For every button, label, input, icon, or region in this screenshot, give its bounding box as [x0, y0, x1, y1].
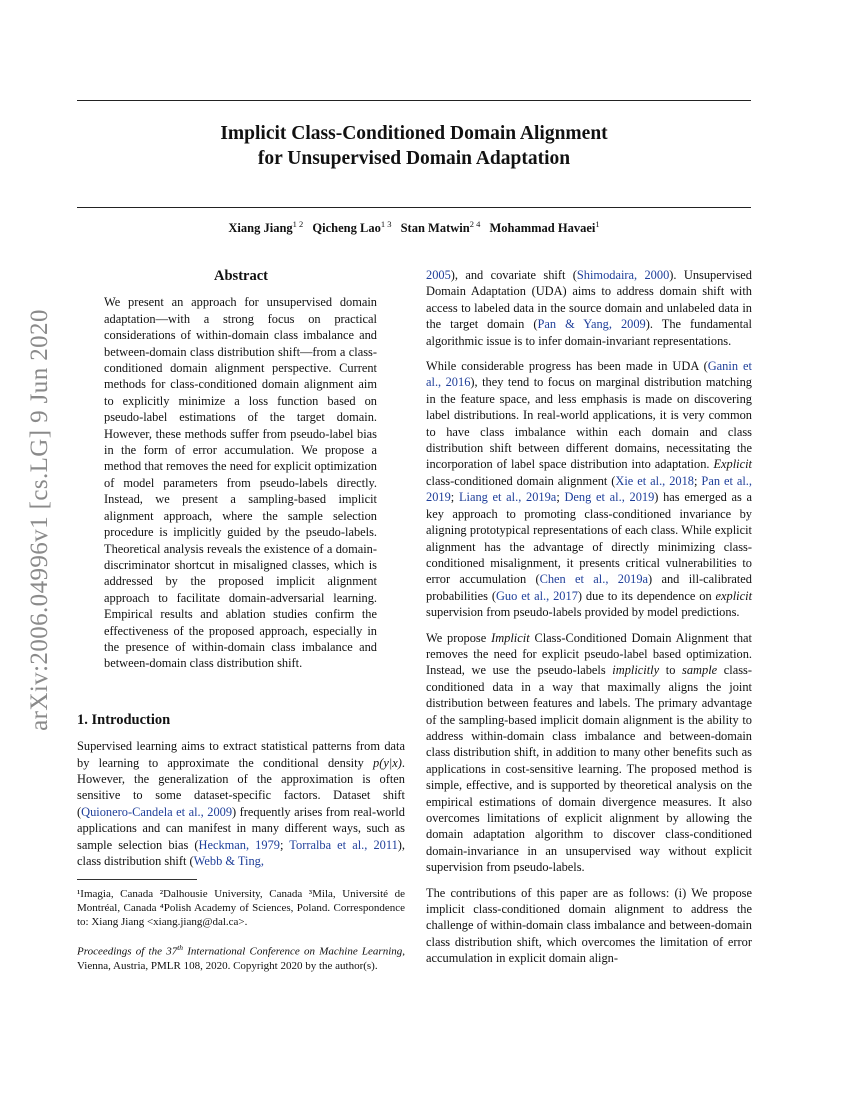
body-text: to	[659, 663, 683, 678]
arxiv-id: arXiv:2006.04996v1 [cs.LG] 9 Jun 2020	[26, 309, 53, 731]
citation-link[interactable]: Pan & Yang, 2009	[537, 317, 646, 332]
citation-link[interactable]: Guo et al., 2017	[495, 588, 578, 603]
author-2: Qicheng Lao$^{1 3}$	[312, 219, 392, 236]
right-paragraph-1	[426, 267, 752, 349]
title-bottom-rule	[77, 207, 751, 208]
emphasis-text: explicit	[715, 588, 753, 603]
emphasis-text: implicitly	[612, 663, 660, 678]
title-top-rule	[77, 100, 751, 101]
title-line-1: Implicit Class-Conditioned Domain Alignment	[220, 123, 608, 144]
author-1: Xiang Jiang$^{1 2}$	[228, 219, 304, 236]
right-paragraph-4	[426, 885, 752, 967]
body-text: ). The fundamental algorithmic issue is to infer domain-invariant representations.	[426, 317, 752, 348]
intro-paragraph: Supervised learning aims to extract statistical patterns from data by learning to approximate the conditional density p(y|x). However, the generalization of the approximation is often sensitive to some dataset-specific factors. Dataset shift (Quionero-Candela et al., 2009) frequently arises from real-world applications and can manifest in many different ways, such as sample selection bias (Heckman, 1979; Torralba et al., 2011), class distribution shift (Webb & Ting,	[77, 739, 406, 868]
author-list	[77, 219, 751, 236]
body-text: ;	[694, 473, 702, 488]
footnote-affiliations: ¹Imagia, Canada ²Dalhousie University, Canada ³Mila, Université de Montréal, Canada ⁴Polish Academy of Sciences, Poland. Correspondence to: Xiang Jiang <xiang.jiang@dal.ca>.	[77, 888, 405, 929]
citation-link[interactable]: Heckman, 1979	[198, 837, 280, 852]
citation-link[interactable]: Webb & Ting,	[193, 854, 264, 868]
body-text: ;	[556, 490, 565, 505]
citation-link[interactable]: Ganin et al., 2016	[426, 359, 752, 390]
citation-link[interactable]: Torralba et al., 2011	[289, 837, 398, 852]
citation-link[interactable]: Chen et al., 2019a	[539, 572, 649, 587]
body-text: class-conditioned domain alignment (	[426, 473, 616, 488]
body-text: ;	[450, 490, 459, 505]
citation-link[interactable]: Quionero-Candela et al., 2009	[81, 804, 233, 819]
right-column	[426, 267, 752, 967]
abstract-heading: Abstract	[214, 268, 268, 284]
footnote-rule	[77, 879, 197, 880]
emphasis-text: Implicit	[491, 630, 530, 645]
abstract-text: We present an approach for unsupervised domain adaptation—with a strong focus on practical considerations of within-domain class imbalance and between-domain class distribution shift—from a class-conditioned domain alignment perspective. Current methods for class-conditioned domain alignment aim to explicitly minimize a loss function based on pseudo-label estimations of the target domain. However, these methods suffer from pseudo-label bias in the form of error accumulation. We propose a method that removes the need for explicit optimization of model parameters from pseudo-labels directly. Instead, we present a sampling-based implicit alignment approach, where the sample selection procedure is implicitly guided by the pseudo-labels. Theoretical analysis reveals the existence of a domain-discriminator shortcut in misaligned classes, which is addressed by the proposed implicit alignment approach to facilitate domain-adversarial learning. Empirical results and ablation studies confirm the effectiveness of the proposed approach, especially in the presence of within-domain class imbalance and between-domain class distribution shift.	[104, 295, 377, 671]
body-text: class-conditioned data in a way that maximally aligns the joint distribution between features and labels. The primary advantage of the sampling-based implicit domain alignment is the ability to address within-domain class imbalance and between-domain class distribution shift, in addition to many other benefits such as applications in cost-sensitive learning. The proposed method is simple, effective, and is supported by theoretical analysis on the empirical estimations of domain divergence measures. It also overcomes limitations of explicit alignment by allowing the domain adaptation algorithm to discover class-conditioned domain-invariance in an unsupervised way without explicit supervision from pseudo-labels.	[426, 663, 752, 875]
citation-link[interactable]: 2005	[426, 268, 451, 282]
body-text: The contributions of this paper are as follows: (i) We propose implicit class-conditioned domain alignment to address the challenge of within-domain class imbalance and between-domain class distribution shift, which overcomes the limitation of error accumulation in explicit domain align-	[426, 885, 752, 966]
body-text: ), they tend to focus on marginal distribution matching in the feature space, and less emphasis is made on discovering label distributions. In real-world applications, it is very common to have class imbalance within each domain and class distribution shift between different domains, necessitating the incorporation of label space distribution into adaptation.	[426, 375, 752, 472]
author-3: Stan Matwin$^{2 4}$	[400, 219, 481, 236]
title-line-2: for Unsupervised Domain Adaptation	[257, 148, 571, 169]
left-column	[77, 268, 405, 973]
body-text: ) has emerged as a key approach to promoting class-conditioned invariance by aligning prototypical representations of each class. While explicit alignment has the advantage of directly minimizing class-conditioned misalignment, it presents critical vulnerabilities to error accumulation (	[426, 490, 752, 587]
emphasis-text: Explicit	[713, 457, 752, 472]
body-text: ) and ill-calibrated probabilities (	[426, 572, 752, 603]
body-text: ) due to its dependence on	[577, 588, 716, 603]
emphasis-text: sample	[682, 663, 718, 678]
intro-heading: 1. Introduction	[77, 711, 171, 728]
body-text: We propose	[426, 630, 492, 645]
citation-link[interactable]: Liang et al., 2019a	[458, 490, 557, 505]
body-text: Class-Conditioned Domain Alignment that removes the need for explicit pseudo-label based optimization. Instead, we use the pseudo-labels	[426, 630, 752, 678]
paper-title	[77, 121, 751, 171]
body-text: While considerable progress has been made in UDA (	[426, 359, 708, 374]
footnote-proceedings: Proceedings of the 37th International Conference on Machine Learning, Vienna, Austria, PMLR 108, 2020. Copyright 2020 by the author(s).	[77, 943, 405, 973]
author-4: Mohammad Havaei$^1$	[489, 219, 600, 236]
right-paragraph-3	[426, 630, 752, 876]
citation-link[interactable]: Deng et al., 2019	[564, 490, 655, 505]
citation-link[interactable]: Shimodaira, 2000	[576, 268, 670, 282]
density-math: p(y|x)	[373, 755, 402, 770]
body-text: ). Unsupervised Domain Adaptation (UDA) aims to address domain shift with access to labeled data in the source domain and unlabeled data in the target domain (	[426, 268, 753, 332]
body-text: ), and covariate shift (	[450, 268, 577, 282]
citation-link[interactable]: Pan et al., 2019	[426, 473, 752, 505]
body-text: supervision from pseudo-labels provided by model predictions.	[426, 605, 740, 620]
citation-link[interactable]: Xie et al., 2018	[615, 473, 695, 488]
right-paragraph-2	[426, 358, 752, 621]
